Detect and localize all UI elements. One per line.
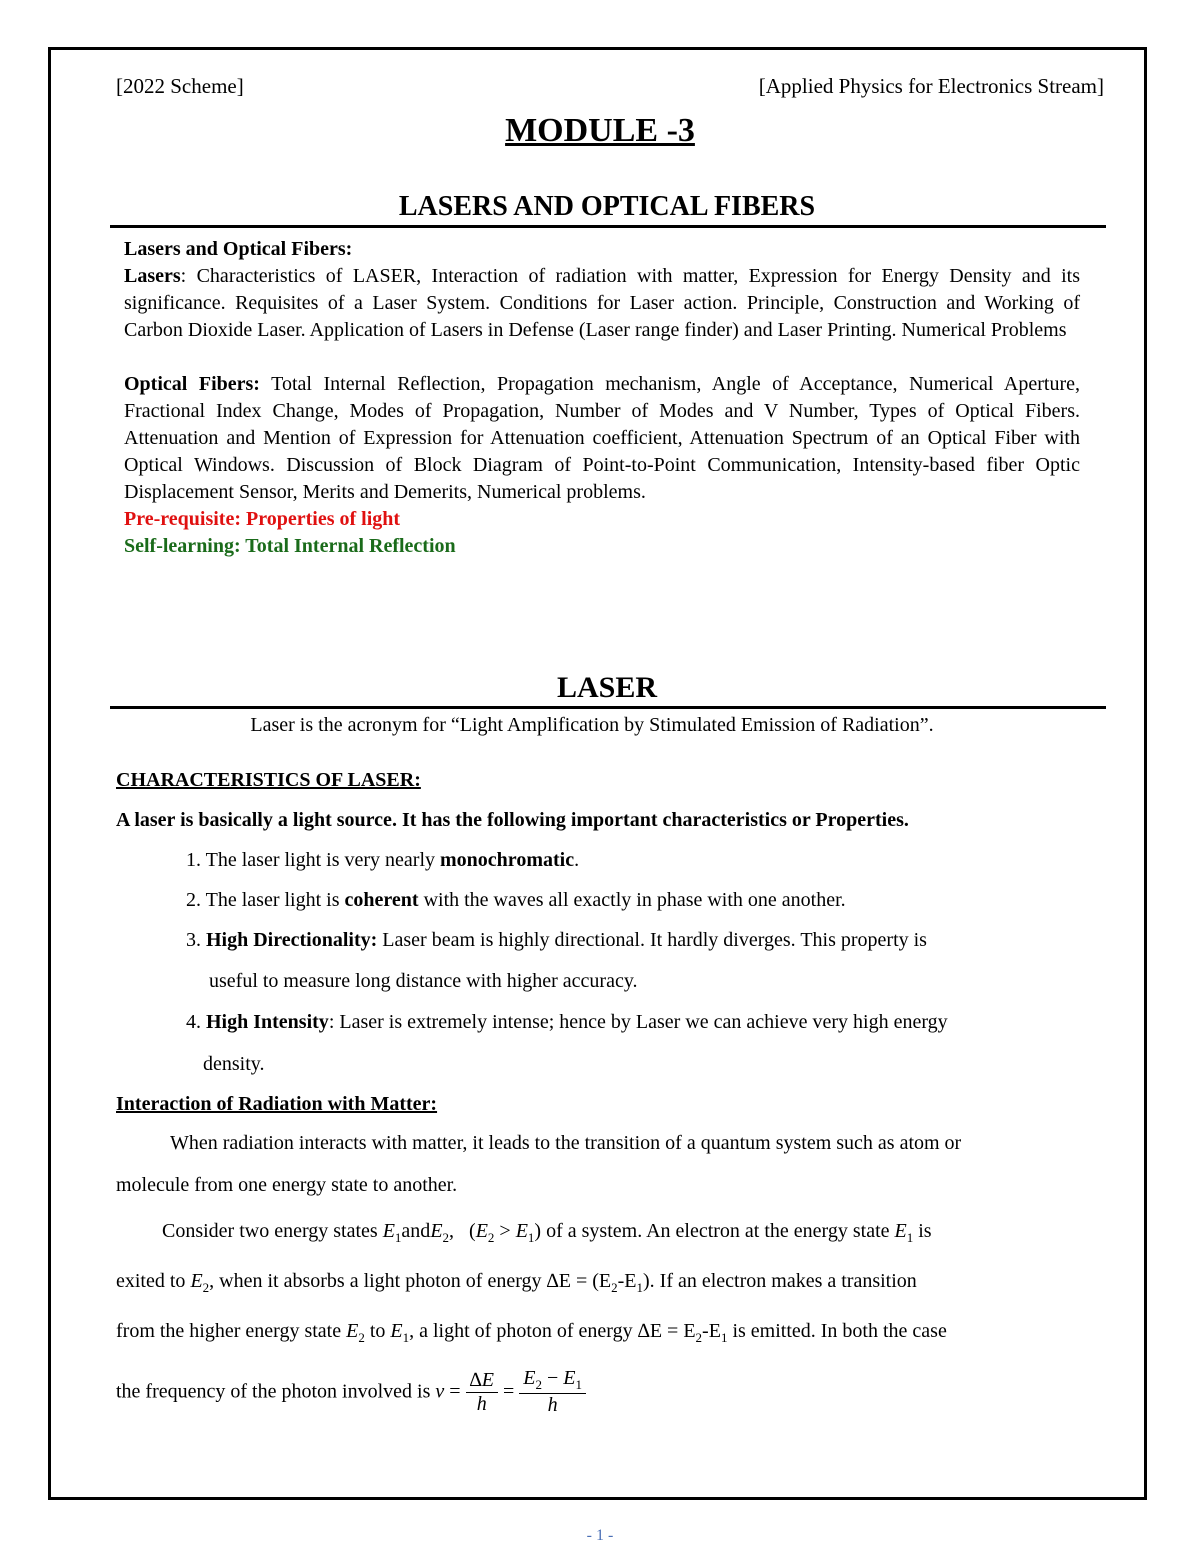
syllabus-fibers-text: Total Internal Reflection, Propagation mechanism, Angle of Acceptance, Numerical Aperture, Fractional Index Change, Modes of Propagation, Number of Modes and V Number, Types of Optical Fibers. Attenuation and Mention of Expression for Attenuation coefficient, Attenuation Spectrum of an Optical Fiber with Optical Windows. Discussion of Block Diagram of Point-to-Point Communication, Intensity-based fiber Optic Displacement Sensor, Merits and Demerits, Numerical problems.: [124, 373, 1080, 503]
list-item: 3. High Directionality: Laser beam is highly directional. It hardly diverges. This property is: [186, 929, 927, 951]
list-item-continuation: useful to measure long distance with higher accuracy.: [209, 970, 638, 992]
syllabus-heading: Lasers and Optical Fibers:: [124, 238, 353, 260]
interaction-paragraph-line: molecule from one energy state to another.: [116, 1174, 458, 1196]
laser-title: LASER: [556, 671, 658, 704]
frequency-equation-line: the frequency of the photon involved is ν = $\frac{\Delta E}{h}$ = $\frac{E_2 - E_1}{h}$: [116, 1367, 586, 1417]
characteristics-intro: A laser is basically a light source. It has the following important characteristics or Properties.: [116, 809, 909, 831]
interaction-paragraph-line: Consider two energy states $E_1andE_2$, $(E_2 > E_1)$ of a system. An electron at the energy state $E_1$ is: [162, 1220, 932, 1245]
header-stream: [Applied Physics for Electronics Stream]: [758, 74, 1104, 98]
syllabus-lasers-text: : Characteristics of LASER, Interaction of radiation with matter, Expression for Energy Density and its significance. Requisites of a Laser System. Conditions for Laser action. Principle, Construction and Working of Carbon Dioxide Laser. Application of Lasers in Defense (Laser range finder) and Laser Printing. Numerical Problems: [124, 265, 1080, 341]
syllabus-block: [124, 236, 1080, 560]
section-title: LASERS AND OPTICAL FIBERS: [398, 191, 816, 222]
section-rule: [110, 225, 1106, 228]
list-item: 1. The laser light is very nearly monochromatic.: [186, 849, 580, 871]
acronym-line: Laser is the acronym for “Light Amplification by Stimulated Emission of Radiation”.: [250, 714, 934, 736]
list-item: 2. The laser light is coherent with the waves all exactly in phase with one another.: [186, 889, 846, 911]
self-learning-line: Self-learning: Total Internal Reflection: [124, 535, 456, 557]
syllabus-fibers-label: Optical Fibers:: [124, 373, 260, 395]
list-item-continuation: density.: [203, 1053, 265, 1075]
interaction-paragraph-line: from the higher energy state $E_2$ to $E_1$, a light of photon of energy $\Delta E = E_2-E_1$ is emitted. In both the case: [116, 1320, 947, 1345]
laser-rule: [110, 706, 1106, 709]
module-title: MODULE -3: [505, 112, 695, 149]
syllabus-lasers-label: Lasers: [124, 265, 181, 287]
interaction-paragraph-line: When radiation interacts with matter, it leads to the transition of a quantum system such as atom or: [170, 1132, 962, 1154]
list-item: 4. High Intensity: Laser is extremely intense; hence by Laser we can achieve very high energy: [186, 1011, 948, 1033]
header-scheme: [2022 Scheme]: [116, 74, 244, 98]
interaction-heading: Interaction of Radiation with Matter:: [116, 1093, 438, 1115]
prerequisite-line: Pre-requisite: Properties of light: [124, 508, 401, 530]
interaction-paragraph-line: exited to $E_2$, when it absorbs a light photon of energy $\Delta E = (E_2-E_1)$. If an electron makes a transition: [116, 1270, 917, 1295]
page-number: - 1 -: [586, 1527, 614, 1544]
characteristics-heading: CHARACTERISTICS OF LASER:: [116, 769, 421, 791]
